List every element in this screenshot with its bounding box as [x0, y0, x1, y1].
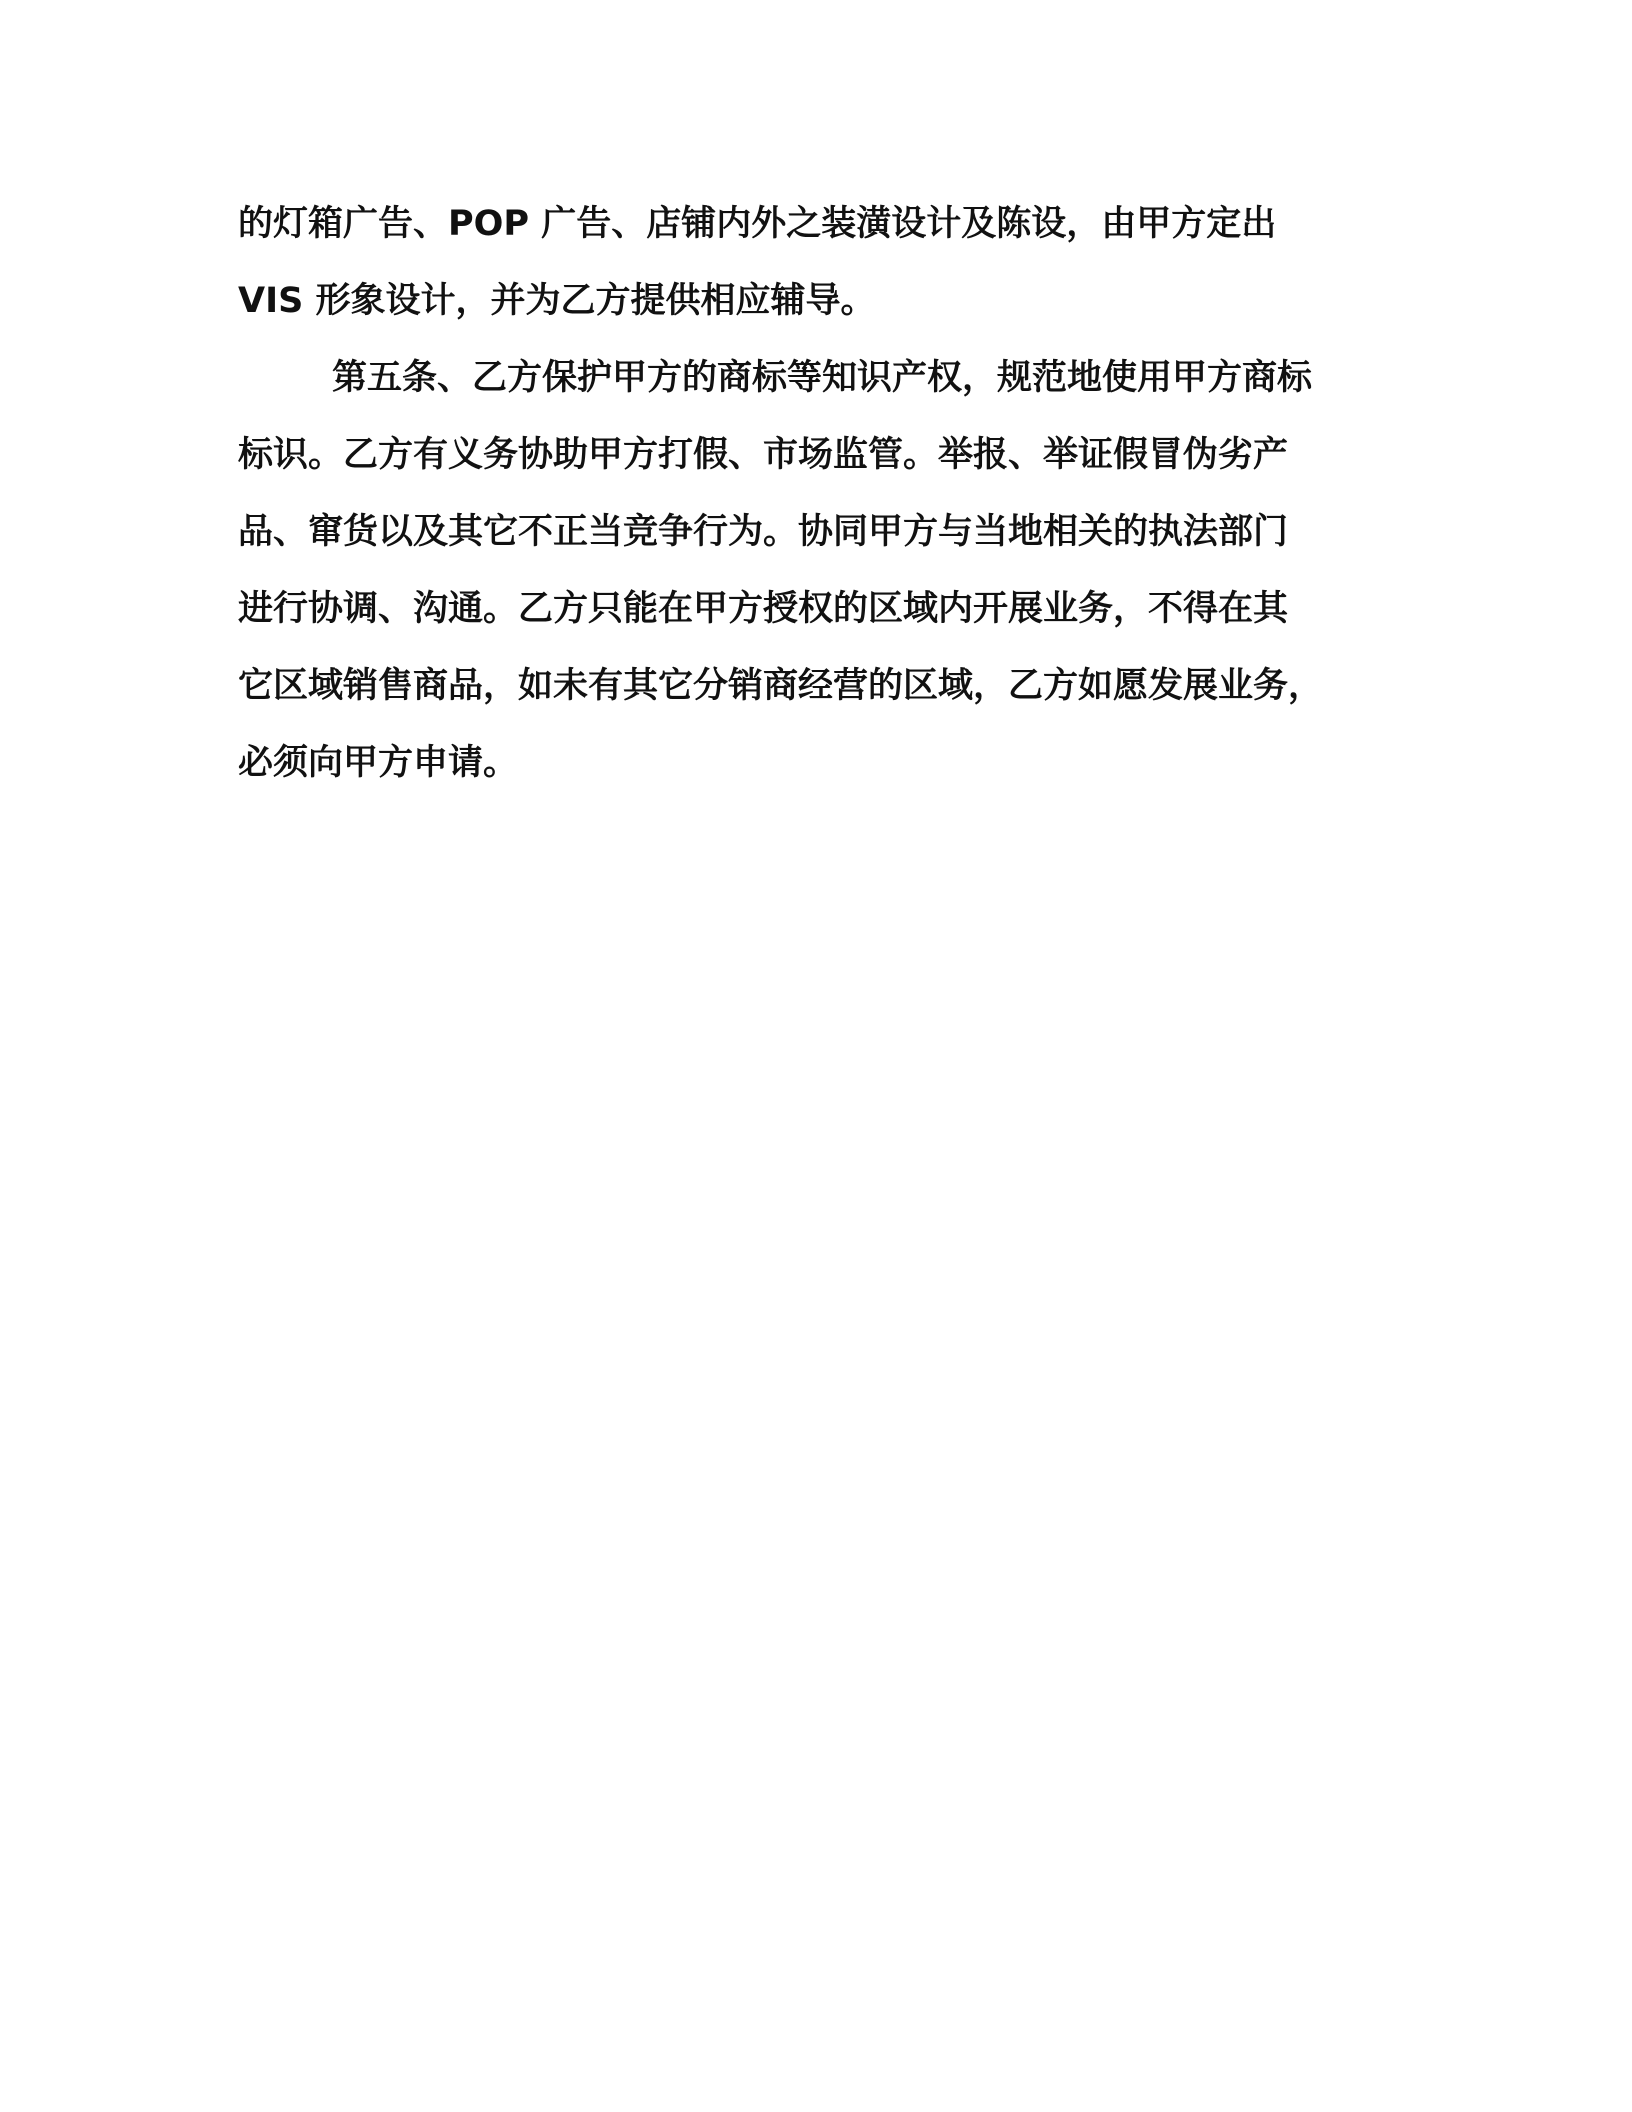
paragraph-2 [238, 340, 1398, 802]
paragraph-1-line-1: 的灯箱广告、POP 广告、店铺内外之装潢设计及陈设，由甲方定出 [238, 204, 1277, 244]
paragraph-2-line-2: 标识。乙方有义务协助甲方打假、市场监管。举报、举证假冒伪劣产 [238, 435, 1289, 475]
paragraph-2-line-4: 进行协调、沟通。乙方只能在甲方授权的区域内开展业务，不得在其 [238, 589, 1289, 629]
paragraph-2-line-6: 必须向甲方申请。 [238, 743, 519, 783]
paragraph-1 [238, 186, 1398, 340]
paragraph-1-line-2: VIS 形象设计，并为乙方提供相应辅导。 [238, 281, 876, 321]
paragraph-2-line-3: 品、窜货以及其它不正当竞争行为。协同甲方与当地相关的执法部门 [238, 512, 1289, 552]
document-body [238, 186, 1398, 802]
paragraph-2-line-1: 第五条、乙方保护甲方的商标等知识产权，规范地使用甲方商标 [332, 358, 1313, 398]
paragraph-2-line-5: 它区域销售商品，如未有其它分销商经营的区域，乙方如愿发展业务， [238, 666, 1324, 706]
